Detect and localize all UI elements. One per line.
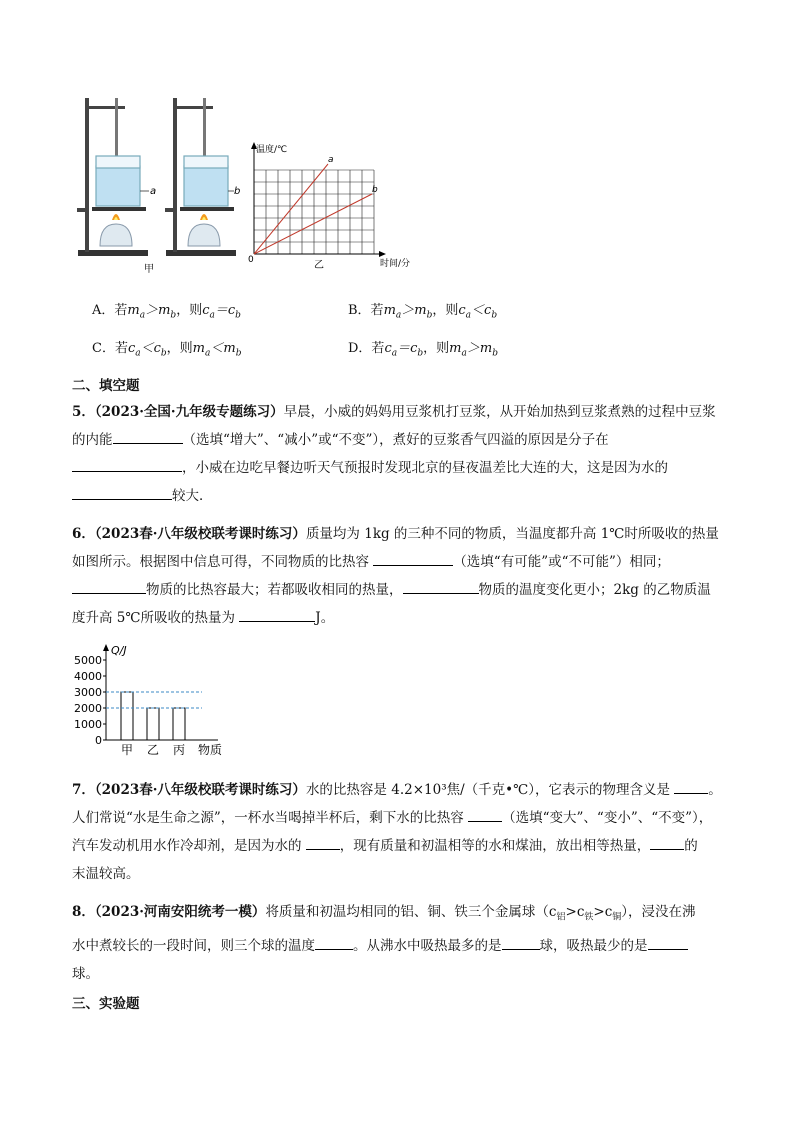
category-label: 甲 [120, 743, 134, 757]
blank-q7-1[interactable] [674, 779, 708, 794]
y-axis-label: Q/J [111, 644, 127, 657]
x-axis-label: 时间/分 [380, 259, 411, 269]
blank-q7-4[interactable] [650, 835, 684, 850]
question-5: 5．（2023·全国·九年级专题练习）早晨，小威的妈妈用豆浆机打豆浆，从开始加热到豆浆煮熟的过程中豆浆 的内能 （选填“增大”、“减小”或“不变”），煮好的豆浆香气四溢的原因是分子在 ，小威在边吃早餐边听天气预报时发现北京的昼夜温差比大连的大，这是因为水的 较大． [72, 404, 716, 504]
line-b [254, 194, 372, 254]
heat-bar-chart [66, 640, 246, 764]
blank-q8-3[interactable] [648, 935, 688, 950]
label-a: a [150, 186, 157, 197]
line-b-label: b [372, 185, 378, 195]
y-tick-label: 4000 [74, 670, 102, 683]
cond-a: $m_a>m_b$ [127, 303, 177, 321]
y-axis-label: 温度/℃ [256, 145, 288, 155]
question-6: 6．（2023春·八年级校联考课时练习）质量均为 1kg 的三种不同的物质，当温度都升高 1℃时所吸收的热量 如图所示。根据图中信息可得，不同物质的比热容 （选填“有可能”或“不可能”）相同； 物质的比热容最大；若都吸收相同的热量， 物质的温度变化更小；2kg 的乙物质温 度升高 5℃所吸收的热量为 J。 [72, 526, 719, 626]
caption-left: 甲 [144, 264, 154, 274]
blank-q7-2[interactable] [468, 807, 502, 822]
x-axis-label: 物质 [198, 743, 223, 757]
line-a-label: a [328, 155, 334, 165]
res-a: $c_a=c_b$ [202, 303, 241, 321]
option-b[interactable]: B．若$m_a>m_b$，则$c_a<c_b$ [348, 303, 498, 321]
y-axis-arrow [103, 644, 109, 651]
apparatus-figure [70, 94, 430, 274]
blank-q5-3[interactable] [72, 485, 172, 500]
origin-label: 0 [248, 255, 254, 265]
blank-q7-3[interactable] [306, 835, 340, 850]
option-a[interactable]: A．若$m_a>m_b$，则$c_a=c_b$ [92, 303, 241, 321]
question-8: 8．（2023·河南安阳统考一模）将质量和初温均相同的铝、铜、铁三个金属球$(c_铝>c_铁>c_铜)$，浸没在沸 水中煮较长的一段时间，则三个球的温度 。从沸水中吸热最多的是 球，吸热最少的是 球。 [72, 904, 696, 982]
y-tick-label: 5000 [74, 654, 102, 667]
y-tick-label: 3000 [74, 686, 102, 699]
bar [173, 708, 185, 740]
y-tick-label: 2000 [74, 702, 102, 715]
blank-q8-2[interactable] [502, 935, 540, 950]
heating-apparatus-a [77, 98, 156, 274]
blank-q6-4[interactable] [239, 607, 315, 622]
blank-q6-2[interactable] [72, 579, 146, 594]
question-7: 7．（2023春·八年级校联考课时练习）水的比热容是 4.2×10³焦/（千克•℃），它表示的物理含义是 。 人们常说“水是生命之源”，一杯水当喝掉半杯后，剩下水的比热容 （选填“变大”、“变小”、“不变”）， 汽车发动机用水作冷却剂，是因为水的 ，现有质量和初温相等的水和煤油，放出相等热量， 的 末温较高。 [72, 776, 742, 888]
section-title-fill-blank: 二、填空题 [72, 378, 140, 394]
temperature-graph [248, 142, 410, 271]
section-title-experiment: 三、实验题 [72, 996, 140, 1012]
y-tick-label: 1000 [74, 718, 102, 731]
blank-q6-3[interactable] [403, 579, 479, 594]
option-c[interactable]: C．若$c_a<c_b$，则$m_a<m_b$ [92, 341, 242, 359]
blank-q5-2[interactable] [72, 457, 182, 472]
caption-right: 乙 [314, 260, 324, 271]
blank-q6-1[interactable] [373, 551, 453, 566]
category-label: 乙 [146, 743, 160, 757]
blank-q5-1[interactable] [113, 429, 183, 444]
option-d[interactable]: D．若$c_a=c_b$，则$m_a>m_b$ [348, 341, 498, 359]
bar [121, 692, 133, 740]
heating-apparatus-b [165, 98, 240, 256]
label-b: b [234, 186, 241, 197]
bar [147, 708, 159, 740]
category-label: 丙 [172, 743, 186, 757]
blank-q8-1[interactable] [315, 935, 353, 950]
line-a [254, 164, 328, 254]
y-tick-label: 0 [95, 734, 102, 747]
